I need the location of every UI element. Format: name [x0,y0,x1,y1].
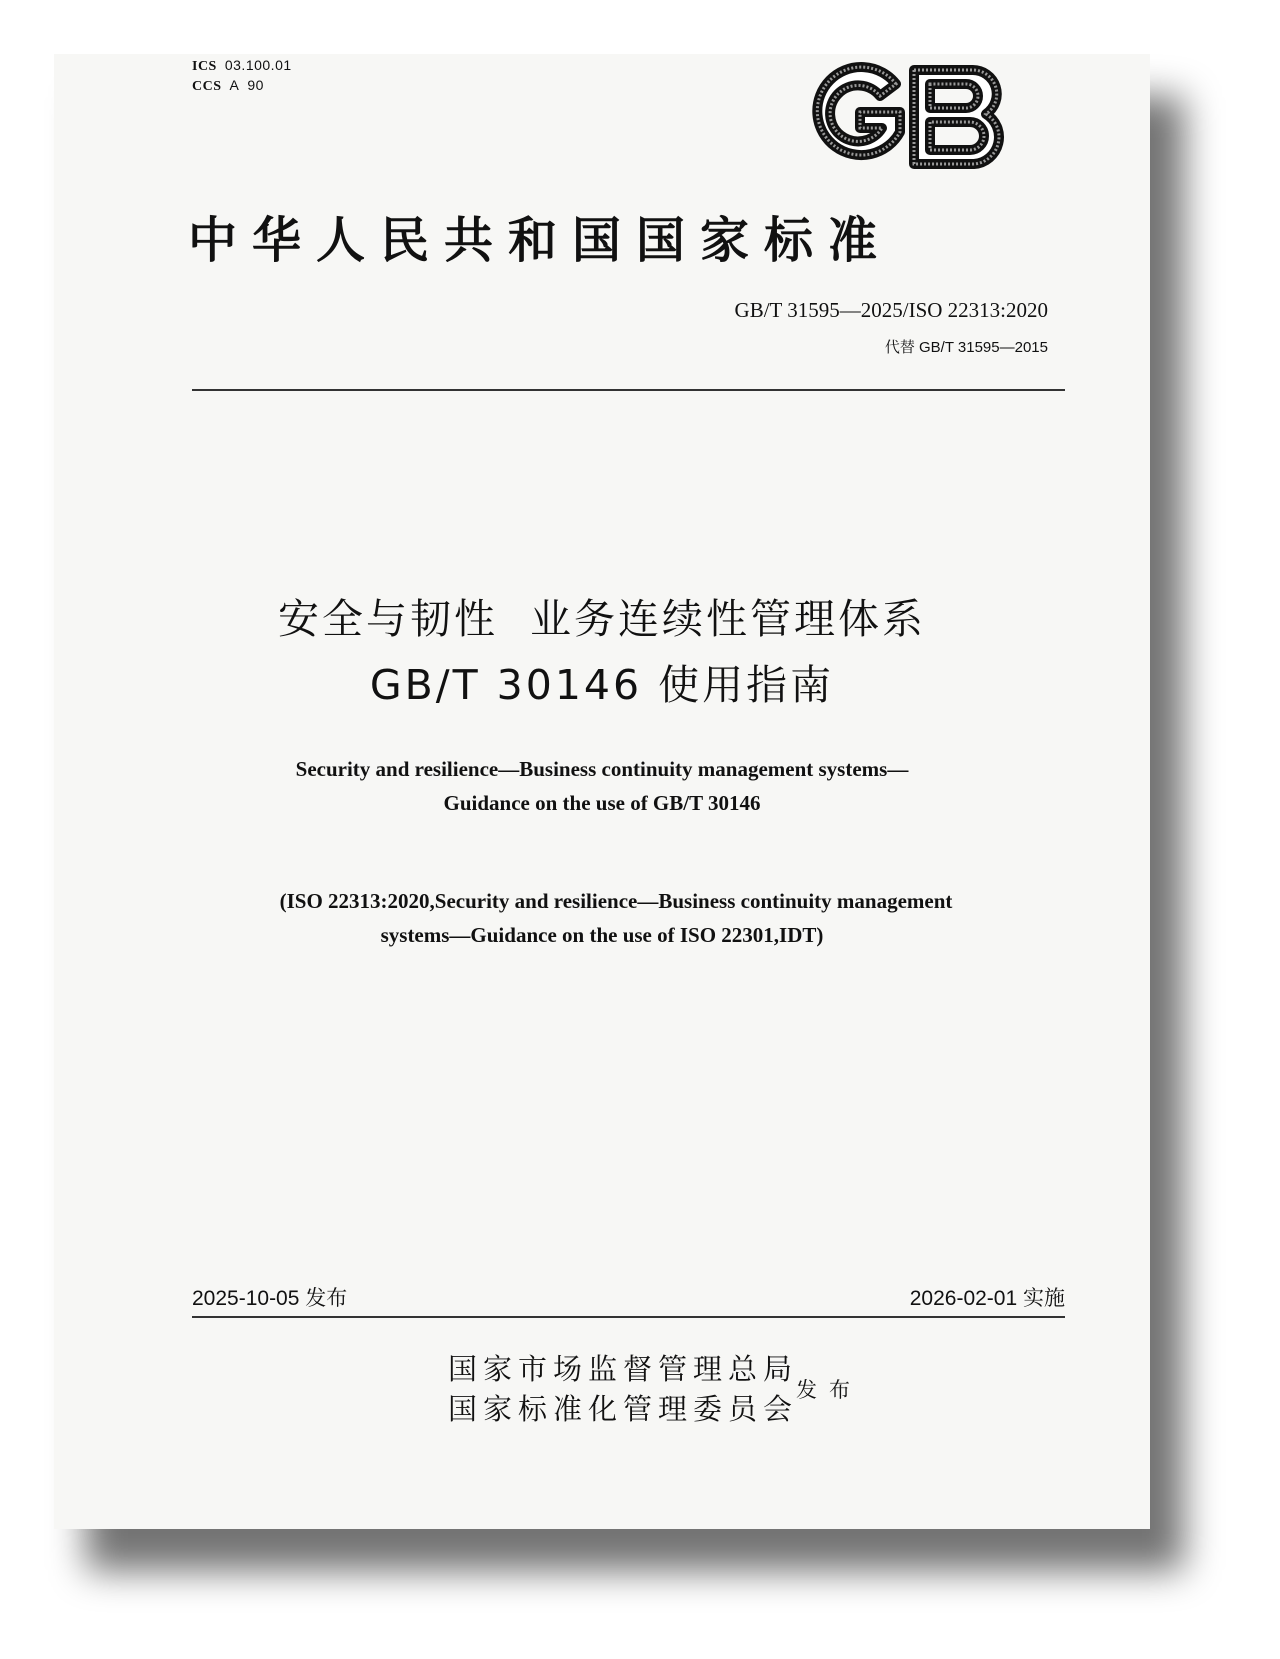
standard-number: GB/T 31595—2025/ISO 22313:2020 [734,298,1048,322]
english-title-line2: Guidance on the use of GB/T 30146 [443,791,761,815]
gb-logo-icon [800,62,1012,170]
national-standard-title: 中华人民共和国国家标准 [188,211,893,269]
implementation-date: 2026-02-01 实施 [909,1287,1065,1310]
issuing-authorities [448,1349,798,1429]
top-divider [192,389,1065,391]
document-cover-page [54,54,1150,1529]
ics-label: ICS [192,59,217,74]
ccs-label: CCS [192,79,222,94]
ccs-value: A 90 [229,77,264,93]
iso-reference-line2: systems—Guidance on the use of ISO 22301,IDT) [380,923,824,947]
ccs-code [192,76,292,96]
iso-reference-line1: (ISO 22313:2020,Security and resilience—Business continuity management [279,889,953,913]
issuer-samr: 国家市场监督管理总局 [448,1352,799,1386]
english-title-line1: Security and resilience—Business continuity management systems— [295,757,909,781]
ics-value: 03.100.01 [224,57,292,73]
issued-label: 发布 [796,1378,862,1402]
replaces-standard: 代替 GB/T 31595—2015 [884,339,1048,356]
ics-code [192,56,292,76]
chinese-title-line2: GB/T 30146 使用指南 [369,661,835,709]
chinese-title-line1: 安全与韧性 业务连续性管理体系 [277,595,927,643]
issue-date: 2025-10-05 发布 [192,1287,348,1310]
issuer-sac: 国家标准化管理委员会 [448,1392,799,1426]
bottom-divider [192,1316,1065,1318]
classification-codes [192,56,292,96]
